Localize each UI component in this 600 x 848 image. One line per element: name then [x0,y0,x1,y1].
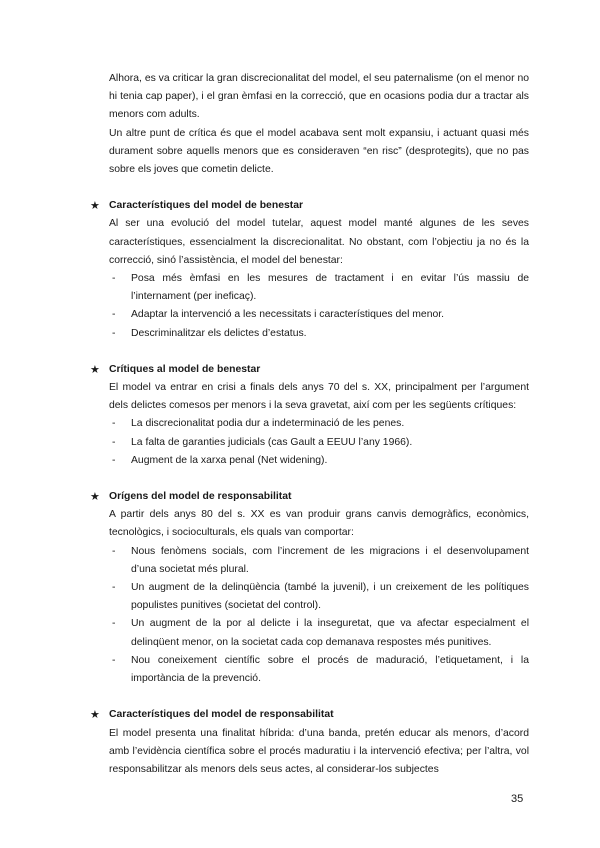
page-number: 35 [511,793,524,805]
list-item: - Nous fenòmens socials, com l’increment de les migracions i el desenvolupament d’una societat més plural. [109,543,529,579]
section-heading: Característiques del model de benestar [109,200,304,212]
section-text: Al ser una evolució del model tutelar, aquest model manté algunes de les seves característiques, essencialment la discrecionalitat. No obstant, com l’objectiu ja no és la correcció, sinó l’assistència, el model del benestar: [109,218,529,266]
page-content [90,70,529,779]
section-responsabilitat-origins [90,488,529,688]
list-item: - Adaptar la intervenció a les necessitats i característiques del menor. [109,306,529,324]
section-benestar-characteristics [90,197,529,343]
section-heading: Crítiques al model de benestar [109,363,261,375]
bullet-list [109,270,529,343]
bullet-list [109,543,529,689]
section-responsabilitat-characteristics [90,706,529,779]
star-icon: ★ [90,709,100,722]
list-item: - Augment de la xarxa penal (Net widening). [109,452,529,470]
section-text: A partir dels anys 80 del s. XX es van produir grans canvis demogràfics, econòmics, tecnològics, i socioculturals, els quals van comportar: [109,509,529,539]
section-benestar-critiques [90,361,529,470]
list-item: - La discrecionalitat podia dur a indeterminació de les penes. [109,415,529,433]
section-text: El model va entrar en crisi a finals dels anys 70 del s. XX, principalment per l’argument dels delictes comesos per menors i la seva gravetat, així com per les següents crítiques: [109,382,529,412]
star-icon: ★ [90,200,100,213]
section-heading: Característiques del model de responsabilitat [109,709,334,721]
list-item: - Un augment de la por al delicte i la inseguretat, que va afectar especialment el delinqüent menor, on la societat cada cop demanava respostes més punitives. [109,615,529,651]
list-item: - Posa més èmfasi en les mesures de tractament i en evitar l’ús massiu de l’internament (per ineficaç). [109,270,529,306]
list-item: - Descriminalitzar els delictes d’estatus. [109,325,529,343]
star-icon: ★ [90,363,100,376]
intro-paragraph: Un altre punt de crítica és que el model acabava sent molt expansiu, i actuant quasi més durament sobre aquells menors que es consideraven “en risc” (desprotegits), que no pas sobre els joves que cometin delicte. [109,127,529,176]
star-icon: ★ [90,491,100,504]
list-item: - Nou coneixement científic sobre el procés de maduració, l’etiquetament, i la importància de la prevenció. [109,652,529,688]
list-item: - Un augment de la delinqüència (també la juvenil), i un creixement de les polítiques populistes punitives (societat del control). [109,579,529,615]
bullet-list [109,415,529,470]
section-heading: Orígens del model de responsabilitat [109,491,292,503]
list-item: - La falta de garanties judicials (cas Gault a EEUU l’any 1966). [109,434,529,452]
section-text: El model presenta una finalitat híbrida: d’una banda, pretén educar als menors, d’acord amb l’evidència científica sobre el procés maduratiu i la intervenció efectiva; per l’altra, vol responsabilitzar als menors dels seus actes, al considerar-los subjectes [109,727,529,775]
intro-paragraph: Alhora, es va criticar la gran discrecionalitat del model, el seu paternalisme (on el menor no hi tenia cap paper), i el gran èmfasi en la correcció, que en ocasions podia dur a tractar als menors com adults. [109,73,529,121]
